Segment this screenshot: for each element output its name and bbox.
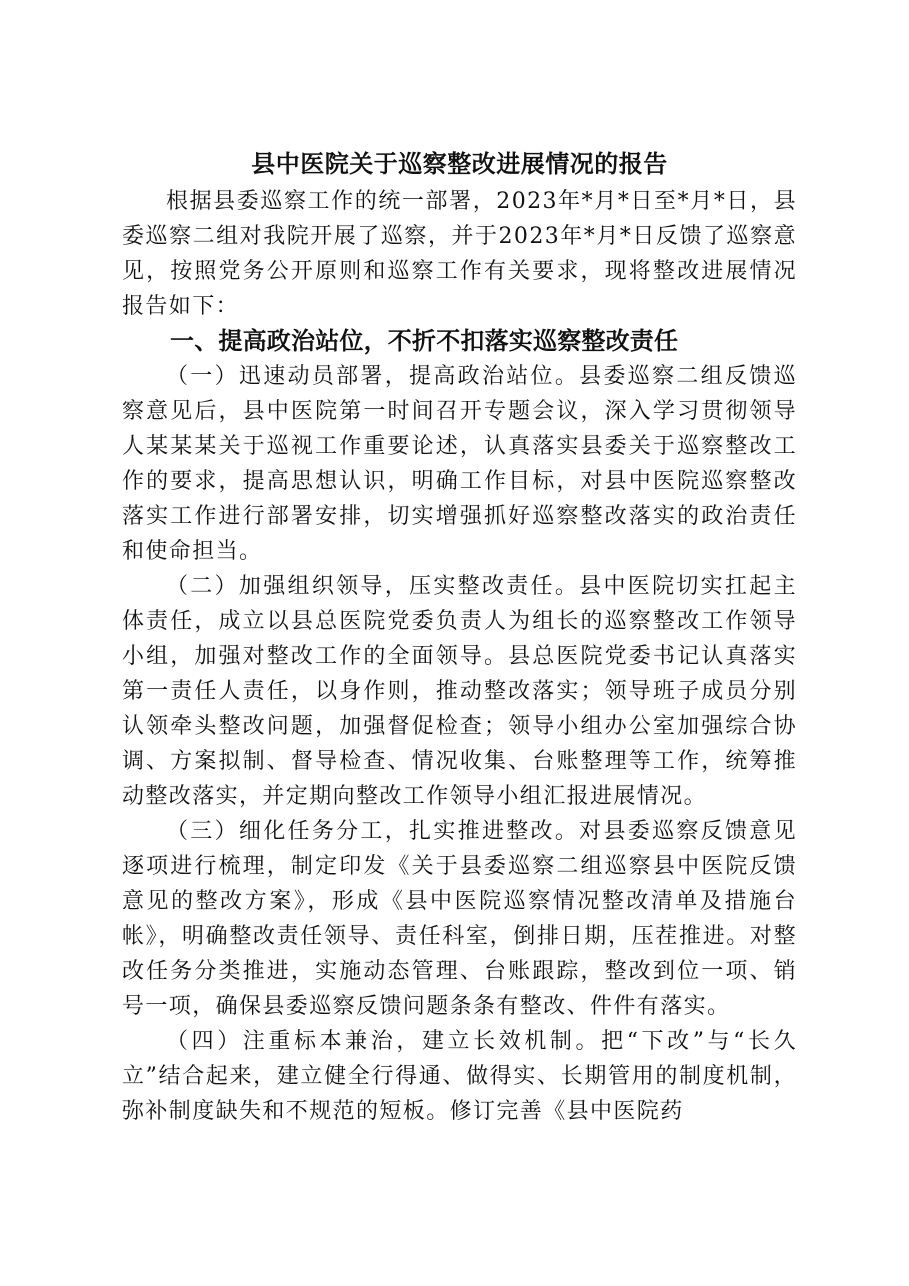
section-heading-1: 一、提高政治站位，不折不扣落实巡察整改责任 [170, 327, 679, 355]
section-1-paragraph-1: （一）迅速动员部署，提高政治站位。县委巡察二组反馈巡察意见后，县中医院第一时间召开专题会议，深入学习贯彻领导人某某某关于巡视工作重要论述，认真落实县委关于巡察整改工作的要求，提高思想认识，明确工作目标，对县中医院巡察整改落实工作进行部署安排，切实增强抓好巡察整改落实的政治责任和使命担当。 [122, 364, 797, 564]
section-1-paragraph-4: （四）注重标本兼治，建立长效机制。把“下改”与“长久立”结合起来，建立健全行得通、做得实、长期管用的制度机制，弥补制度缺失和不规范的短板。修订完善《县中医院药 [122, 1029, 797, 1124]
section-1-paragraph-2: （二）加强组织领导，压实整改责任。县中医院切实扛起主体责任，成立以县总医院党委负责人为组长的巡察整改工作领导小组，加强对整改工作的全面领导。县总医院党委书记认真落实第一责任人责任，以身作则，推动整改落实；领导班子成员分别认领牵头整改问题，加强督促检查；领导小组办公室加强综合协调、方案拟制、督导检查、情况收集、台账整理等工作，统筹推动整改落实，并定期向整改工作领导小组汇报进展情况。 [122, 574, 797, 809]
section-1-paragraph-3: （三）细化任务分工，扎实推进整改。对县委巡察反馈意见逐项进行梳理，制定印发《关于县委巡察二组巡察县中医院反馈意见的整改方案》，形成《县中医院巡察情况整改清单及措施台帐》，明确整改责任领导、责任科室，倒排日期，压茬推进。对整改任务分类推进，实施动态管理、台账跟踪，整改到位一项、销号一项，确保县委巡察反馈问题条条有整改、件件有落实。 [122, 819, 797, 1019]
document-title: 县中医院关于巡察整改进展情况的报告 [251, 149, 668, 178]
intro-paragraph: 根据县委巡察工作的统一部署，2023年*月*日至*月*日，县委巡察二组对我院开展了巡察，并于2023年*月*日反馈了巡察意见，按照党务公开原则和巡察工作有关要求，现将整改进展情况报告如下： [122, 189, 797, 319]
